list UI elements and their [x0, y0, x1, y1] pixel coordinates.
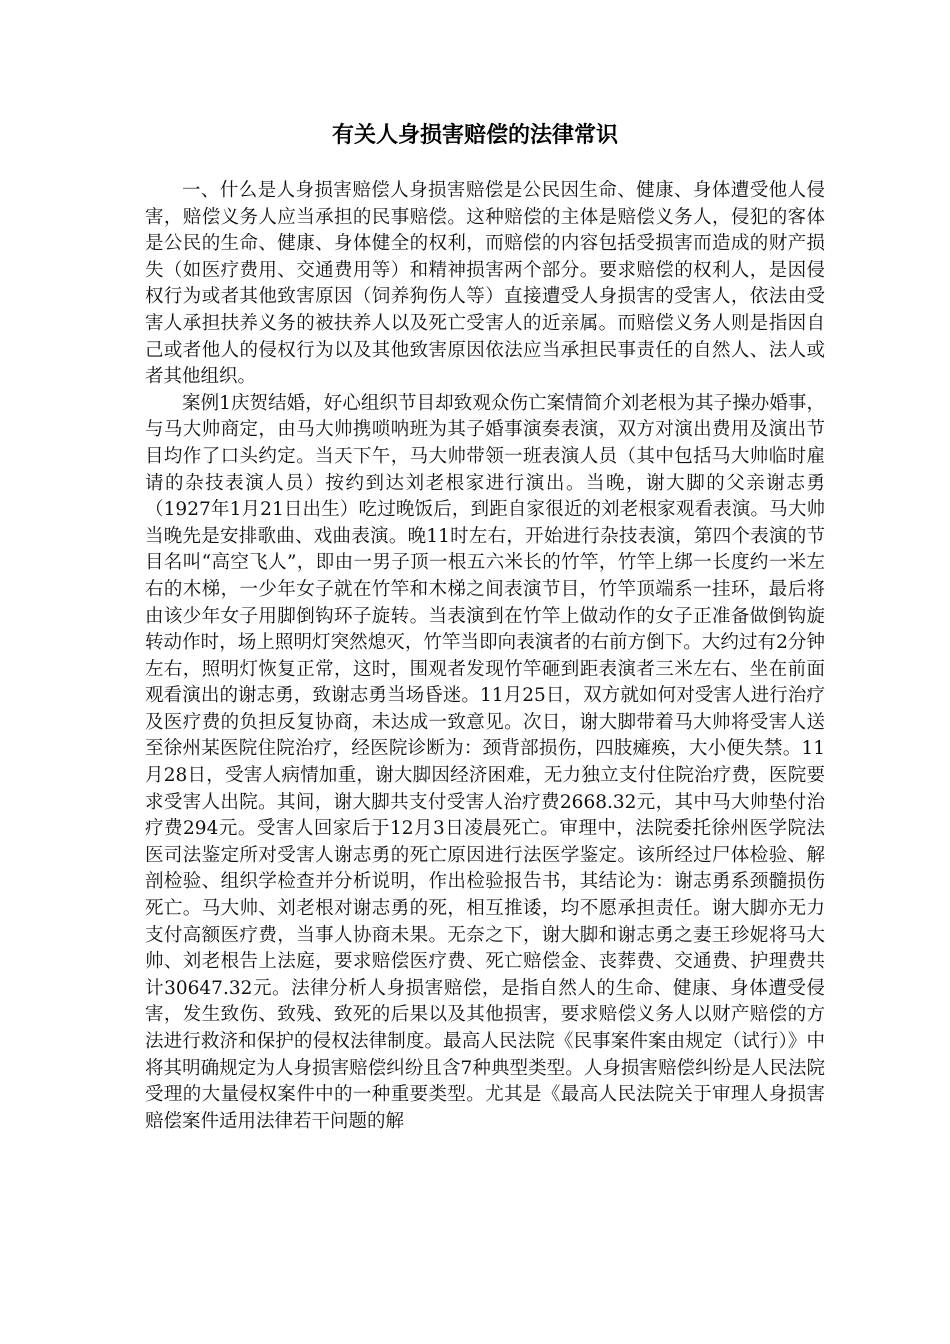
paragraph-case-1: 案例1庆贺结婚，好心组织节目却致观众伤亡案情简介刘老根为其子操办婚事，与马大帅商定，由马大帅携唢呐班为其子婚事演奏表演，双方对演出费用及演出节目均作了口头约定。当天下午，马大帅带领一班表演人员（其中包括马大帅临时雇请的杂技表演人员）按约到达刘老根家进行演出。当晚，谢大脚的父亲谢志勇（1927年1月21日出生）吃过晚饭后，到距自家很近的刘老根家观看表演。马大帅当晚先是安排歌曲、戏曲表演。晚11时左右，开始进行杂技表演，第四个表演的节目名叫“高空飞人”，即由一男子顶一根五六米长的竹竿，竹竿上绑一长度约一米左右的木梯，一少年女子就在竹竿和木梯之间表演节目，竹竿顶端系一挂环，最后将由该少年女子用脚倒钩环子旋转。当表演到在竹竿上做动作的女子正准备做倒钩旋转动作时，场上照明灯突然熄灭，竹竿当即向表演者的右前方倒下。大约过有2分钟左右，照明灯恢复正常，这时，围观者发现竹竿砸到距表演者三米左右、坐在前面观看演出的谢志勇，致谢志勇当场昏迷。11月25日，双方就如何对受害人进行治疗及医疗费的负担反复协商，未达成一致意见。次日，谢大脚带着马大帅将受害人送至徐州某医院住院治疗，经医院诊断为：颈背部损伤，四肢瘫痪，大小便失禁。11月28日，受害人病情加重，谢大脚因经济困难，无力独立支付住院治疗费，医院要求受害人出院。其间，谢大脚共支付受害人治疗费2668.32元，其中马大帅垫付治疗费294元。受害人回家后于12月3日凌晨死亡。审理中，法院委托徐州医学院法医司法鉴定所对受害人谢志勇的死亡原因进行法医学鉴定。该所经过尸体检验、解剖检验、组织学检查并分析说明，作出检验报告书，其结论为：谢志勇系颈髓损伤死亡。马大帅、刘老根对谢志勇的死，相互推诿，均不愿承担责任。谢大脚亦无力支付高额医疗费，当事人协商未果。无奈之下，谢大脚和谢志勇之妻王珍妮将马大帅、刘老根告上法庭，要求赔偿医疗费、死亡赔偿金、丧葬费、交通费、护理费共计30647.32元。法律分析人身损害赔偿，是指自然人的生命、健康、身体遭受侵害，发生致伤、致残、致死的后果以及其他损害，要求赔偿义务人以财产赔偿的方法进行救济和保护的侵权法律制度。最高人民法院《民事案件案由规定（试行）》中将其明确规定为人身损害赔偿纠纷且含7种典型类型。人身损害赔偿纠纷是人民法院受理的大量侵权案件中的一种重要类型。尤其是《最高人民法院关于审理人身损害赔偿案件适用法律若干问题的解 [145, 392, 825, 1132]
paragraph-definition: 一、什么是人身损害赔偿人身损害赔偿是公民因生命、健康、身体遭受他人侵害，赔偿义务人应当承担的民事赔偿。这种赔偿的主体是赔偿义务人，侵犯的客体是公民的生命、健康、身体健全的权利，而赔偿的内容包括受损害而造成的财产损失（如医疗费用、交通费用等）和精神损害两个部分。要求赔偿的权利人，是因侵权行为或者其他致害原因（饲养狗伤人等）直接遭受人身损害的受害人，依法由受害人承担扶养义务的被扶养人以及死亡受害人的近亲属。而赔偿义务人则是指因自己或者他人的侵权行为以及其他致害原因依法应当承担民事责任的自然人、法人或者其他组织。 [145, 180, 825, 388]
document-body [145, 178, 825, 1135]
document-title: 有关人身损害赔偿的法律常识 [331, 123, 618, 148]
